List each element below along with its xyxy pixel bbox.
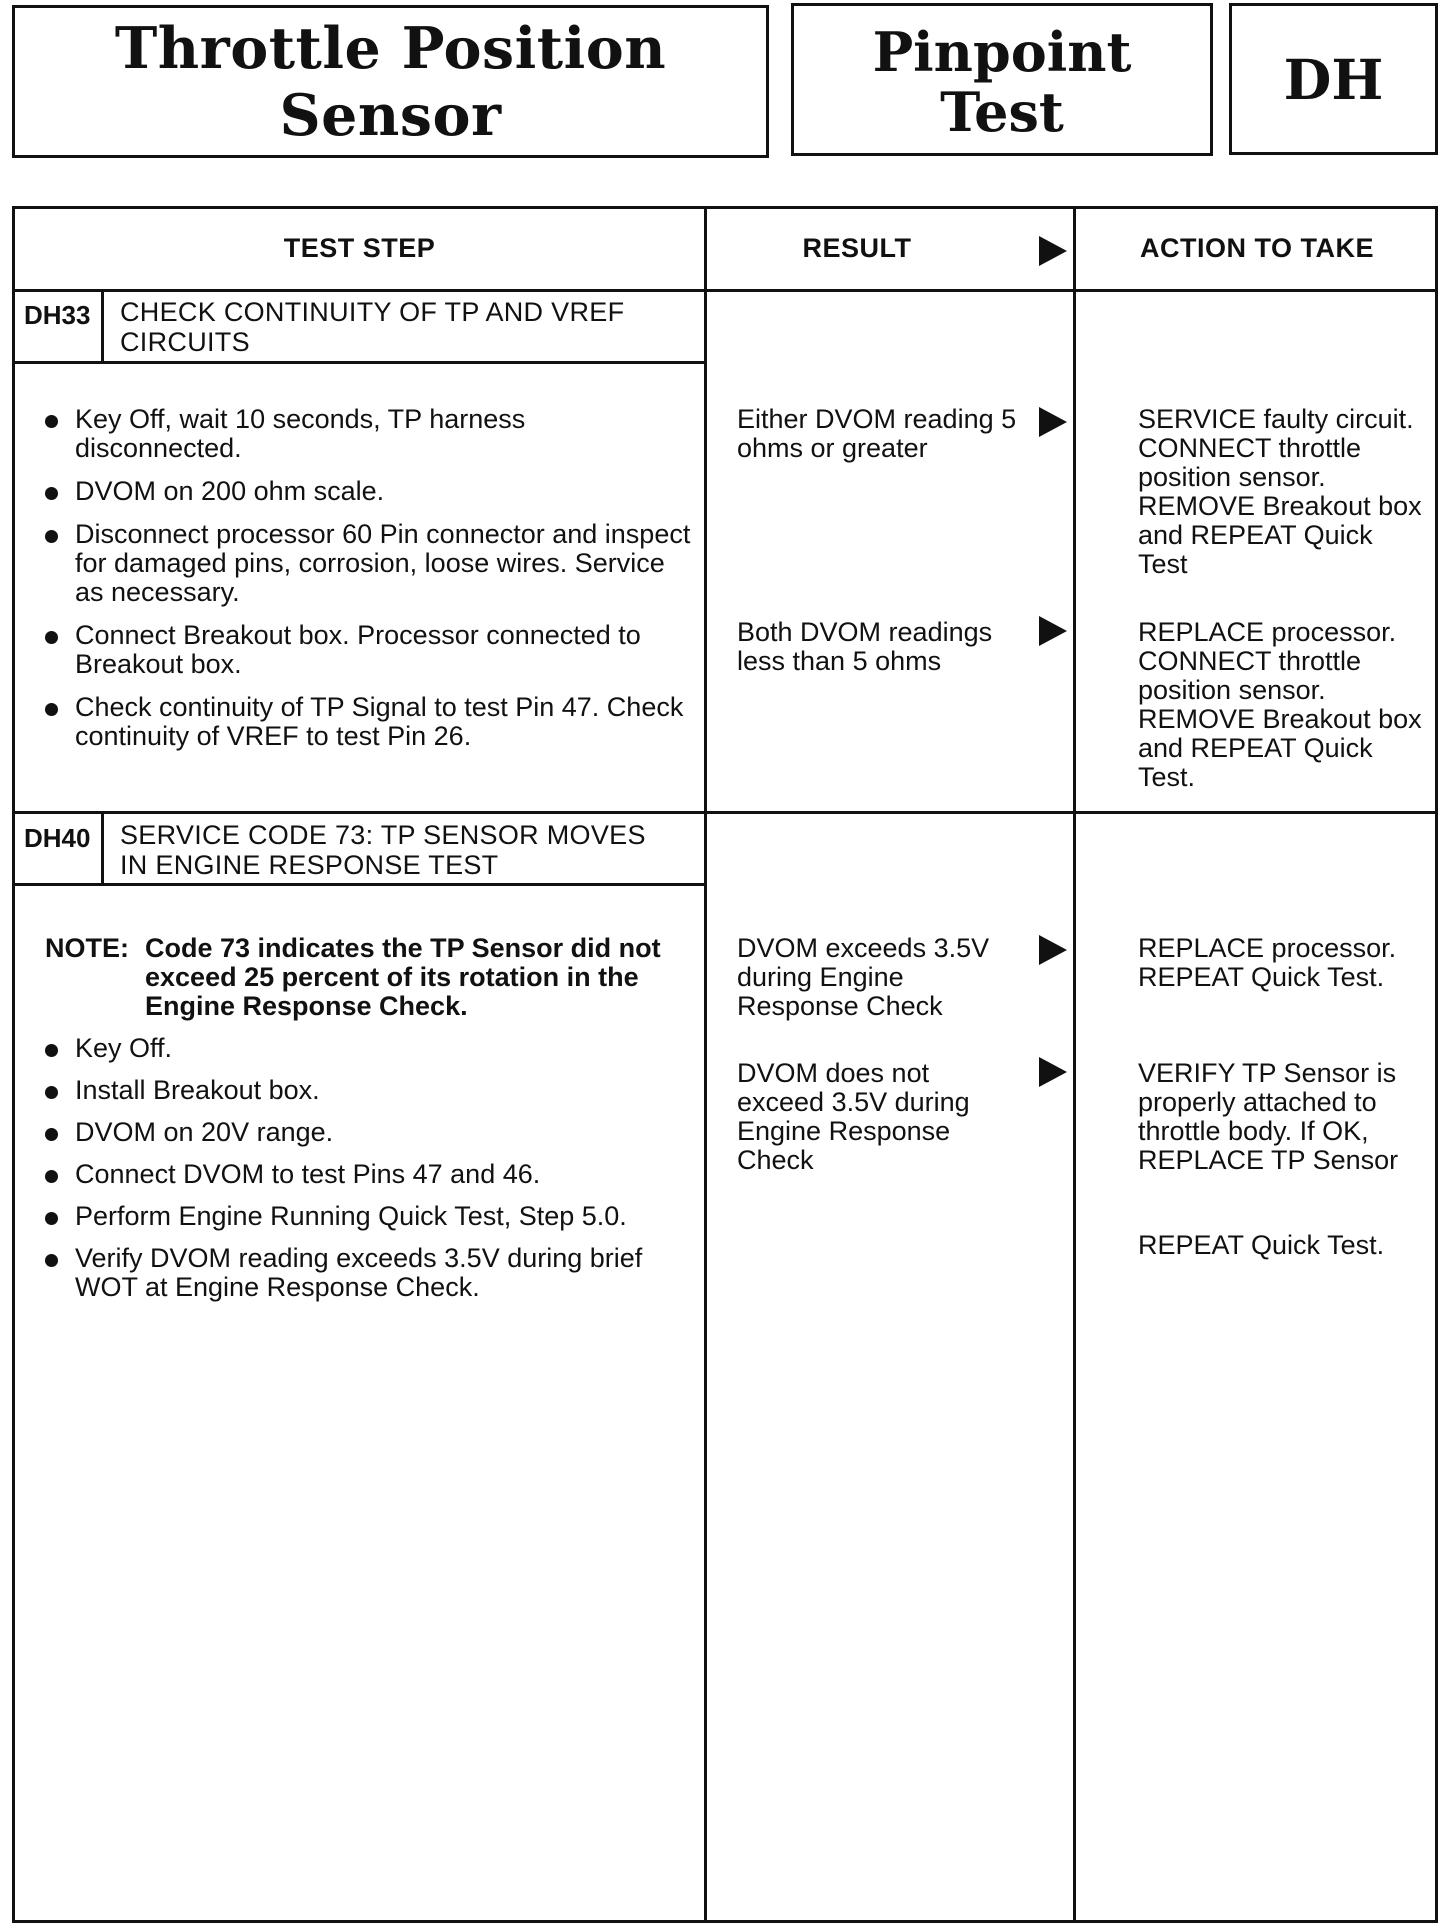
column-header-test-step: TEST STEP — [283, 233, 436, 263]
step-title-line-1: CHECK CONTINUITY OF TP AND VREF — [120, 297, 625, 327]
pinpoint-line-2: Test — [940, 79, 1064, 144]
action-text: REPLACE processor. CONNECT throttle position sensor. REMOVE Breakout box and REPEAT Quick Test. — [1138, 617, 1422, 792]
right-triangle-arrow-icon — [1039, 1057, 1067, 1087]
step-id: DH33 — [24, 300, 91, 330]
step-title-underline — [15, 361, 704, 364]
list-item: DVOM on 20V range. — [45, 1118, 695, 1147]
list-item: Check continuity of TP Signal to test Pin 47. Check continuity of VREF to test Pin 26. — [45, 693, 695, 751]
note-label: NOTE: — [45, 933, 129, 963]
pinpoint-line-1: Pinpoint — [872, 19, 1132, 84]
right-triangle-arrow-icon — [1039, 236, 1067, 266]
header-divider — [15, 289, 1438, 292]
step-title — [120, 297, 700, 357]
pinpoint-test-label — [791, 3, 1213, 156]
note-text: Code 73 indicates the TP Sensor did not exceed 25 percent of its rotation in the Engine Response Check. — [145, 933, 661, 1021]
result-text: Either DVOM reading 5 ohms or greater — [737, 404, 1017, 463]
step-title-underline — [15, 883, 704, 886]
result-text: DVOM exceeds 3.5V during Engine Response Check — [737, 933, 990, 1021]
action-text: VERIFY TP Sensor is properly attached to throttle body. If OK, REPLACE TP Sensor — [1138, 1058, 1399, 1175]
step-id: DH40 — [24, 823, 91, 853]
step-instructions — [45, 1034, 695, 1316]
column-divider — [1073, 209, 1076, 1923]
step-title — [120, 820, 700, 880]
step-note — [45, 934, 705, 1024]
pinpoint-test-table — [12, 206, 1438, 1923]
step-id-divider — [101, 814, 104, 884]
result-text: DVOM does not exceed 3.5V during Engine Response Check — [737, 1058, 970, 1175]
section-code — [1229, 3, 1438, 155]
step-id-divider — [101, 292, 104, 362]
step-title-line-2: CIRCUITS — [120, 327, 250, 357]
step-title-line-1: SERVICE CODE 73: TP SENSOR MOVES — [120, 820, 646, 850]
section-code-text: DH — [1283, 46, 1384, 112]
list-item: Verify DVOM reading exceeds 3.5V during brief WOT at Engine Response Check. — [45, 1244, 695, 1302]
column-divider — [704, 209, 707, 1923]
document-title-text: Throttle Position Sensor — [114, 14, 667, 149]
column-header-action: ACTION TO TAKE — [1140, 233, 1374, 263]
list-item: DVOM on 200 ohm scale. — [45, 477, 695, 506]
step-title-line-2: IN ENGINE RESPONSE TEST — [120, 850, 499, 880]
document-title — [12, 5, 769, 158]
list-item: Connect DVOM to test Pins 47 and 46. — [45, 1160, 695, 1189]
list-item: Key Off, wait 10 seconds, TP harness disconnected. — [45, 405, 695, 463]
list-item: Disconnect processor 60 Pin connector and inspect for damaged pins, corrosion, loose wires. Service as necessary. — [45, 520, 695, 607]
result-text: Both DVOM readings less than 5 ohms — [737, 617, 993, 676]
list-item: Connect Breakout box. Processor connected to Breakout box. — [45, 621, 695, 679]
action-text: REPEAT Quick Test. — [1138, 1230, 1385, 1260]
list-item: Key Off. — [45, 1034, 695, 1063]
right-triangle-arrow-icon — [1039, 407, 1067, 437]
step-instructions — [45, 405, 695, 765]
list-item: Perform Engine Running Quick Test, Step 5.0. — [45, 1202, 695, 1231]
right-triangle-arrow-icon — [1039, 616, 1067, 646]
action-text: SERVICE faulty circuit. CONNECT throttle position sensor. REMOVE Breakout box and REPEAT Quick Test — [1138, 404, 1422, 579]
action-text: REPLACE processor. REPEAT Quick Test. — [1138, 933, 1397, 992]
list-item: Install Breakout box. — [45, 1076, 695, 1105]
right-triangle-arrow-icon — [1039, 935, 1067, 965]
column-header-result: RESULT — [802, 233, 912, 263]
step-divider — [15, 811, 1438, 814]
